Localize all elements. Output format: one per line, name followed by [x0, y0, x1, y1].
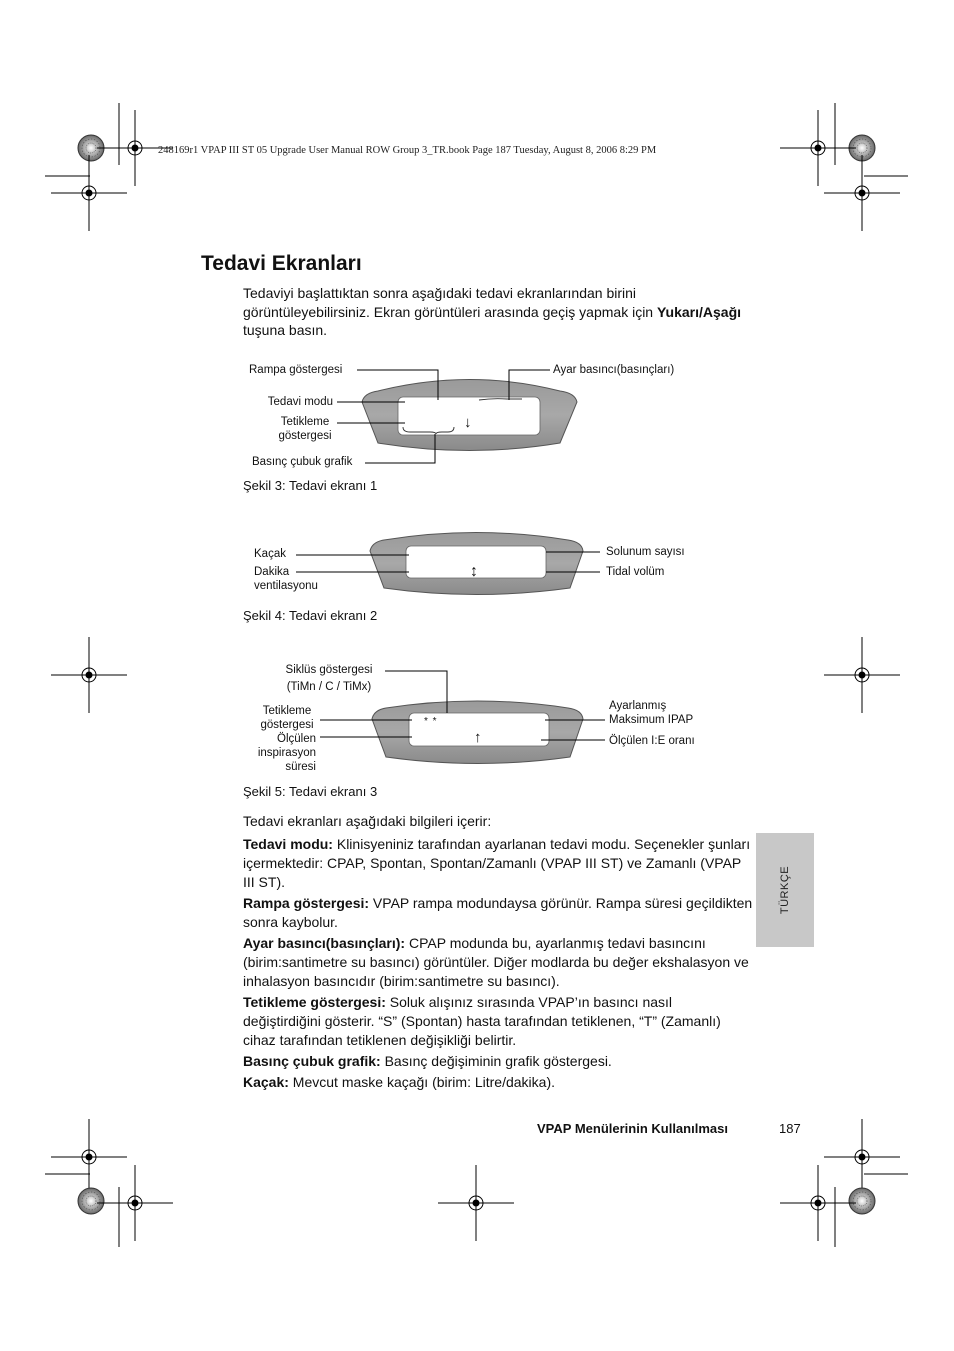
- item-term: Tetikleme göstergesi:: [243, 994, 386, 1010]
- label-kacak: Kaçak: [254, 548, 286, 560]
- label-siklus: [276, 663, 382, 694]
- arrow-up-icon: ↑: [474, 729, 482, 746]
- label-line: göstergesi: [260, 719, 314, 731]
- label-line: Tetikleme: [262, 705, 312, 717]
- cycle-stars: * *: [424, 716, 438, 727]
- label-rampa: Rampa göstergesi: [249, 364, 343, 376]
- registration-mark: [51, 1119, 127, 1195]
- language-tab: [756, 833, 814, 947]
- body-item: [243, 1073, 753, 1092]
- registration-mark: [824, 1119, 900, 1195]
- print-header: 248169r1 VPAP III ST 05 Upgrade User Manual ROW Group 3_TR.book Page 187 Tuesday, August 8, 2006 8:29 PM: [158, 145, 657, 156]
- label-tedavi-modu: Tedavi modu: [267, 396, 333, 408]
- item-term: Basınç çubuk grafik:: [243, 1053, 381, 1069]
- item-term: Tedavi modu:: [243, 836, 333, 852]
- item-desc: Soluk alışınız sırasında VPAP’ın basıncı nasıl değiştirdiğini gösterir. “S” (Spontan) hasta tarafından tetiklenen, “T” (Zamanlı) cihaz tarafından tetiklenen değişikliği belirtir.: [243, 994, 721, 1048]
- registration-mark: [824, 155, 900, 231]
- language-tab-label: TÜRKÇE: [779, 865, 791, 915]
- body-lead: Tedavi ekranları aşağıdaki bilgileri içerir:: [243, 813, 492, 829]
- label-line: göstergesi: [278, 430, 332, 442]
- label-line: (TiMn / C / TiMx): [286, 681, 372, 693]
- label-ayar: Ayar basıncı(basınçları): [553, 364, 675, 376]
- body-item: [243, 1052, 753, 1071]
- figure1-device: [337, 370, 577, 463]
- figure2-device: [296, 533, 600, 595]
- label-line: Ölçülen: [277, 733, 316, 745]
- registration-mark: [51, 155, 127, 231]
- page-number: 187: [779, 1121, 801, 1136]
- item-term: Rampa göstergesi:: [243, 895, 370, 911]
- registration-mark: [51, 637, 127, 713]
- label-tetikleme-1: [263, 415, 347, 443]
- rosette-mark: [78, 1188, 104, 1214]
- figure3-caption: Şekil 5: Tedavi ekranı 3: [243, 784, 378, 799]
- label-line: inspirasyon: [257, 747, 316, 759]
- item-desc: Klinisyeniniz tarafından ayarlanan tedavi modu. Seçenekler şunları içermektedir: CPAP, Spontan, Spontan/Zamanlı (VPAP III ST) ve Zamanlı (VPAP III ST).: [243, 836, 751, 890]
- intro-key: Yukarı/Aşağı: [656, 303, 742, 320]
- label-line: Tetikleme: [280, 416, 330, 428]
- intro-text: Tedaviyi başlattıktan sonra aşağıdaki tedavi ekranlarından birini görüntüleyebilirsiniz. Ekran görüntüleri arasında geçiş yapmak için: [243, 285, 657, 320]
- label-line: Siklüs göstergesi: [285, 664, 373, 676]
- figure1-caption: Şekil 3: Tedavi ekranı 1: [243, 478, 378, 493]
- label-line: Dakika: [254, 566, 290, 578]
- footer-section-title: VPAP Menülerinin Kullanılması: [537, 1121, 728, 1136]
- registration-mark: [97, 1165, 173, 1241]
- item-desc: CPAP modunda bu, ayarlanmış tedavi basıncını (birim:santimetre su basıncı) görüntüler. Diğer modlarda bu değer ekshalasyon ve inhalasyon basıncıdır (birim:santimetre su basıncı).: [243, 935, 749, 989]
- intro-text-end: tuşuna basın.: [243, 322, 328, 338]
- registration-mark: [438, 1165, 514, 1241]
- label-line: süresi: [285, 761, 316, 773]
- page-title: Tedavi Ekranları: [201, 252, 362, 275]
- intro-paragraph: [243, 284, 743, 340]
- item-desc: Mevcut maske kaçağı (birim: Litre/dakika).: [288, 1074, 556, 1090]
- label-solunum: Solunum sayısı: [606, 546, 685, 558]
- label-dakika: [254, 565, 318, 593]
- label-olculen: [236, 732, 316, 774]
- registration-mark: [824, 637, 900, 713]
- label-ie: Ölçülen I:E oranı: [609, 735, 695, 747]
- body-item: [243, 894, 753, 932]
- item-desc: VPAP rampa modundaysa görünür. Rampa süresi geçildikten sonra kaybolur.: [243, 895, 753, 930]
- item-term: Kaçak:: [243, 1074, 289, 1090]
- label-ayarlanmis: [609, 699, 693, 727]
- item-term: Ayar basıncı(basınçları):: [243, 935, 406, 951]
- arrow-up-down-icon: ↕: [470, 563, 478, 580]
- body-item: [243, 934, 753, 991]
- body-item: [243, 993, 753, 1050]
- label-line: Maksimum IPAP: [609, 714, 694, 726]
- body-item: [243, 835, 753, 892]
- label-tidal: Tidal volüm: [606, 566, 665, 578]
- rosette-mark: [849, 1188, 875, 1214]
- item-desc: Basınç değişiminin grafik göstergesi.: [380, 1053, 612, 1069]
- label-basinc: Basınç çubuk grafik: [252, 456, 353, 468]
- registration-mark: [780, 1165, 856, 1241]
- label-line: Ayarlanmış: [609, 700, 667, 712]
- label-tetikleme-3: [250, 704, 324, 732]
- body-text: [243, 812, 753, 1094]
- arrow-down-icon: ↓: [464, 414, 472, 431]
- figure2-caption: Şekil 4: Tedavi ekranı 2: [243, 608, 378, 623]
- label-line: ventilasyonu: [254, 580, 318, 592]
- registration-mark: [780, 110, 856, 186]
